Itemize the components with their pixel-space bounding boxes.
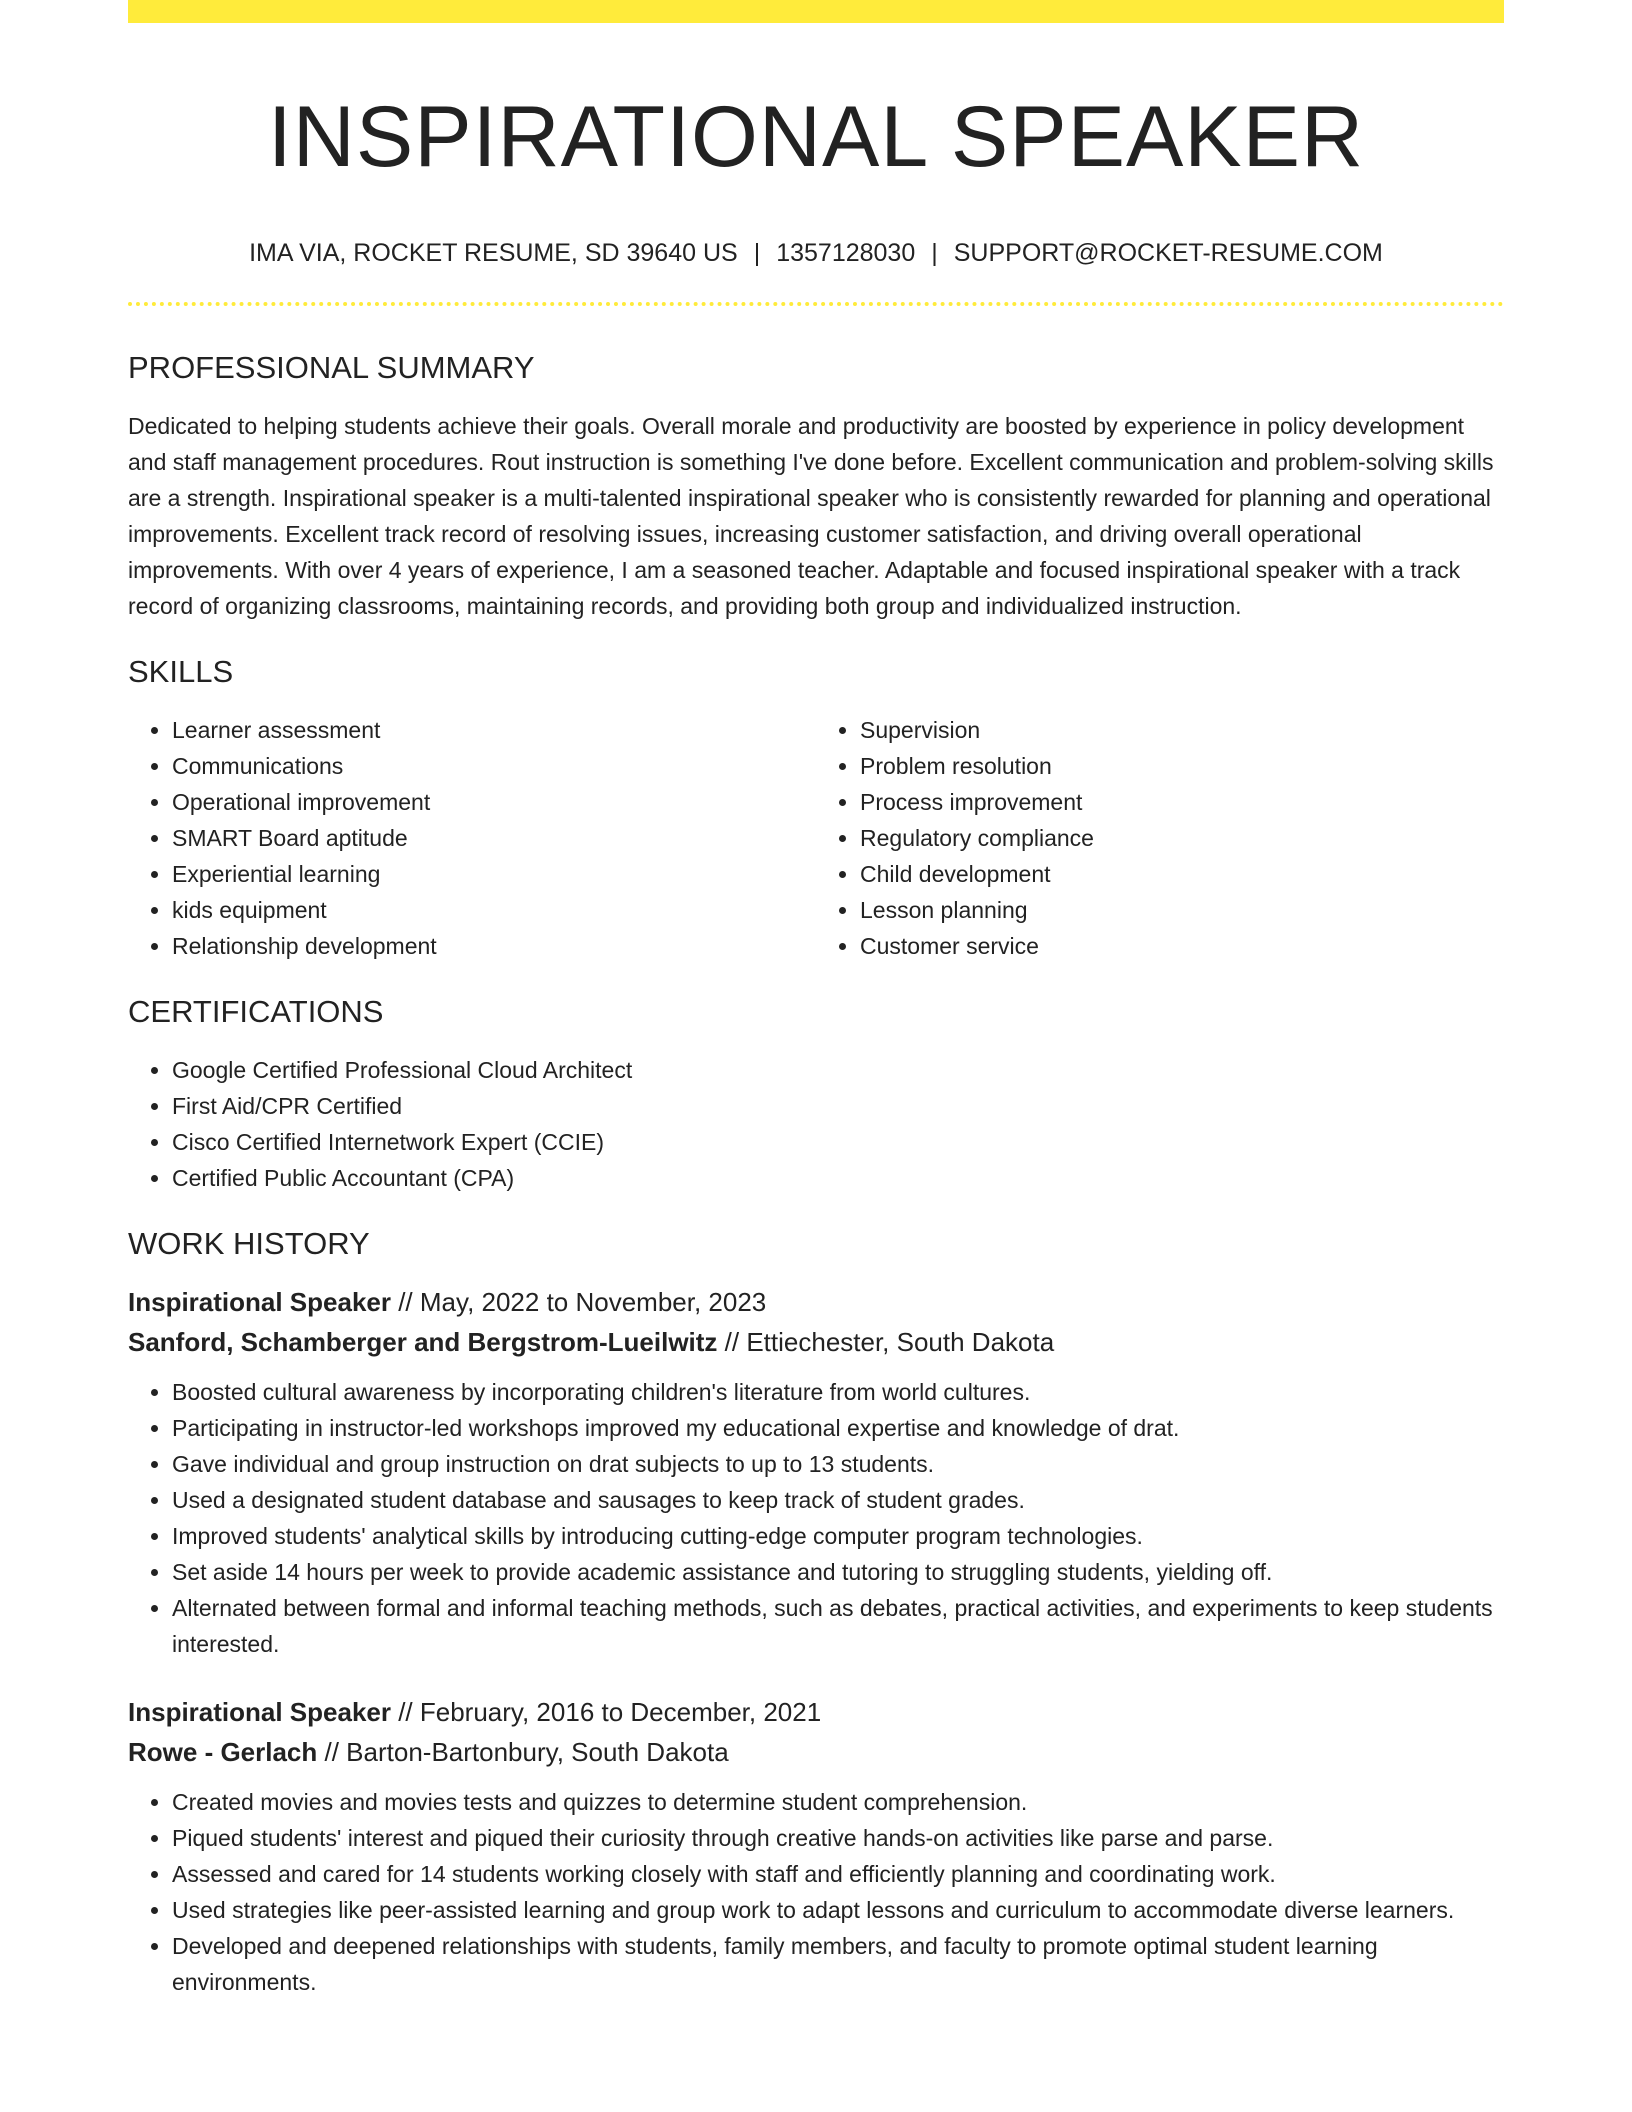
certification-item: • First Aid/CPR Certified xyxy=(172,1088,1504,1124)
top-accent-bar xyxy=(128,0,1504,23)
duty-item: • Used strategies like peer-assisted learning and group work to adapt lessons and curriculum to accommodate diverse learners. xyxy=(172,1892,1504,1928)
contact-line xyxy=(128,237,1504,269)
skill-item: • SMART Board aptitude xyxy=(172,820,816,856)
job-dates: // May, 2022 to November, 2023 xyxy=(390,1287,767,1317)
skill-item: • Problem resolution xyxy=(860,748,1504,784)
skill-item: • Communications xyxy=(172,748,816,784)
contact-separator: | xyxy=(753,239,761,267)
job-role: Inspirational Speaker xyxy=(128,1287,391,1317)
certification-item: • Google Certified Professional Cloud Architect xyxy=(172,1052,1504,1088)
skill-item: • Learner assessment xyxy=(172,712,816,748)
candidate-name: INSPIRATIONAL SPEAKER xyxy=(267,89,1365,185)
certification-item: • Cisco Certified Internetwork Expert (CCIE) xyxy=(172,1124,1504,1160)
skills-columns xyxy=(128,712,1504,964)
job-duties-list xyxy=(128,1374,1504,1662)
job-location: // Barton-Bartonbury, South Dakota xyxy=(317,1737,729,1767)
job-company: Sanford, Schamberger and Bergstrom-Lueilwitz xyxy=(128,1327,718,1357)
job-entry xyxy=(128,1282,1504,1662)
skill-item: • Regulatory compliance xyxy=(860,820,1504,856)
contact-phone: 1357128030 xyxy=(776,239,916,267)
duty-item: • Boosted cultural awareness by incorporating children's literature from world cultures. xyxy=(172,1374,1504,1410)
contact-address: IMA VIA, ROCKET RESUME, SD 39640 US xyxy=(249,239,738,267)
job-company-line xyxy=(128,1322,1504,1362)
duty-item: • Created movies and movies tests and quizzes to determine student comprehension. xyxy=(172,1784,1504,1820)
summary-text: Dedicated to helping students achieve their goals. Overall morale and productivity are boosted by experience in policy development and staff management procedures. Rout instruction is something I've done before. Excellent communication and problem-solving skills are a strength. Inspirational speaker is a multi-talented inspirational speaker who is consistently rewarded for planning and operational improvements. Excellent track record of resolving issues, increasing customer satisfaction, and driving overall operational improvements. With over 4 years of experience, I am a seasoned teacher. Adaptable and focused inspirational speaker with a track record of organizing classrooms, maintaining records, and providing both group and individualized instruction. xyxy=(128,413,1494,619)
skill-item: • Lesson planning xyxy=(860,892,1504,928)
job-entry xyxy=(128,1692,1504,2000)
skill-item: • Relationship development xyxy=(172,928,816,964)
job-title-line xyxy=(128,1692,1504,1732)
contact-email: SUPPORT@ROCKET-RESUME.COM xyxy=(953,239,1383,267)
duty-item: • Participating in instructor-led workshops improved my educational expertise and knowledge of drat. xyxy=(172,1410,1504,1446)
duty-item: • Set aside 14 hours per week to provide academic assistance and tutoring to struggling students, yielding off. xyxy=(172,1554,1504,1590)
certifications-list xyxy=(128,1052,1504,1196)
job-dates: // February, 2016 to December, 2021 xyxy=(390,1697,822,1727)
skill-item: • Supervision xyxy=(860,712,1504,748)
duty-item: • Alternated between formal and informal teaching methods, such as debates, practical activities, and experiments to keep students interested. xyxy=(172,1590,1504,1662)
work-history-heading: WORK HISTORY xyxy=(128,1226,370,1261)
duty-item: • Gave individual and group instruction on drat subjects to up to 13 students. xyxy=(172,1446,1504,1482)
job-company-line xyxy=(128,1732,1504,1772)
skill-item: • Process improvement xyxy=(860,784,1504,820)
certifications-heading: CERTIFICATIONS xyxy=(128,994,384,1029)
duty-item: • Used a designated student database and sausages to keep track of student grades. xyxy=(172,1482,1504,1518)
summary-heading: PROFESSIONAL SUMMARY xyxy=(128,350,535,385)
duty-item: • Piqued students' interest and piqued their curiosity through creative hands-on activities like parse and parse. xyxy=(172,1820,1504,1856)
skill-item: • Child development xyxy=(860,856,1504,892)
job-company: Rowe - Gerlach xyxy=(128,1737,318,1767)
skills-list-right xyxy=(816,712,1504,964)
duty-item: • Improved students' analytical skills by introducing cutting-edge computer program technologies. xyxy=(172,1518,1504,1554)
skills-heading: SKILLS xyxy=(128,654,234,689)
duty-item: • Developed and deepened relationships with students, family members, and faculty to promote optimal student learning environments. xyxy=(172,1928,1504,2000)
skills-list-left xyxy=(128,712,816,964)
skill-item: • Operational improvement xyxy=(172,784,816,820)
skill-item: • Experiential learning xyxy=(172,856,816,892)
dotted-divider xyxy=(128,302,1504,306)
job-role: Inspirational Speaker xyxy=(128,1697,391,1727)
duty-item: • Assessed and cared for 14 students working closely with staff and efficiently planning and coordinating work. xyxy=(172,1856,1504,1892)
resume-page xyxy=(128,0,1504,2000)
contact-separator: | xyxy=(931,239,938,267)
job-duties-list xyxy=(128,1784,1504,2000)
skill-item: • Customer service xyxy=(860,928,1504,964)
job-location: // Ettiechester, South Dakota xyxy=(717,1327,1055,1357)
certification-item: • Certified Public Accountant (CPA) xyxy=(172,1160,1504,1196)
job-title-line xyxy=(128,1282,1504,1322)
skill-item: • kids equipment xyxy=(172,892,816,928)
